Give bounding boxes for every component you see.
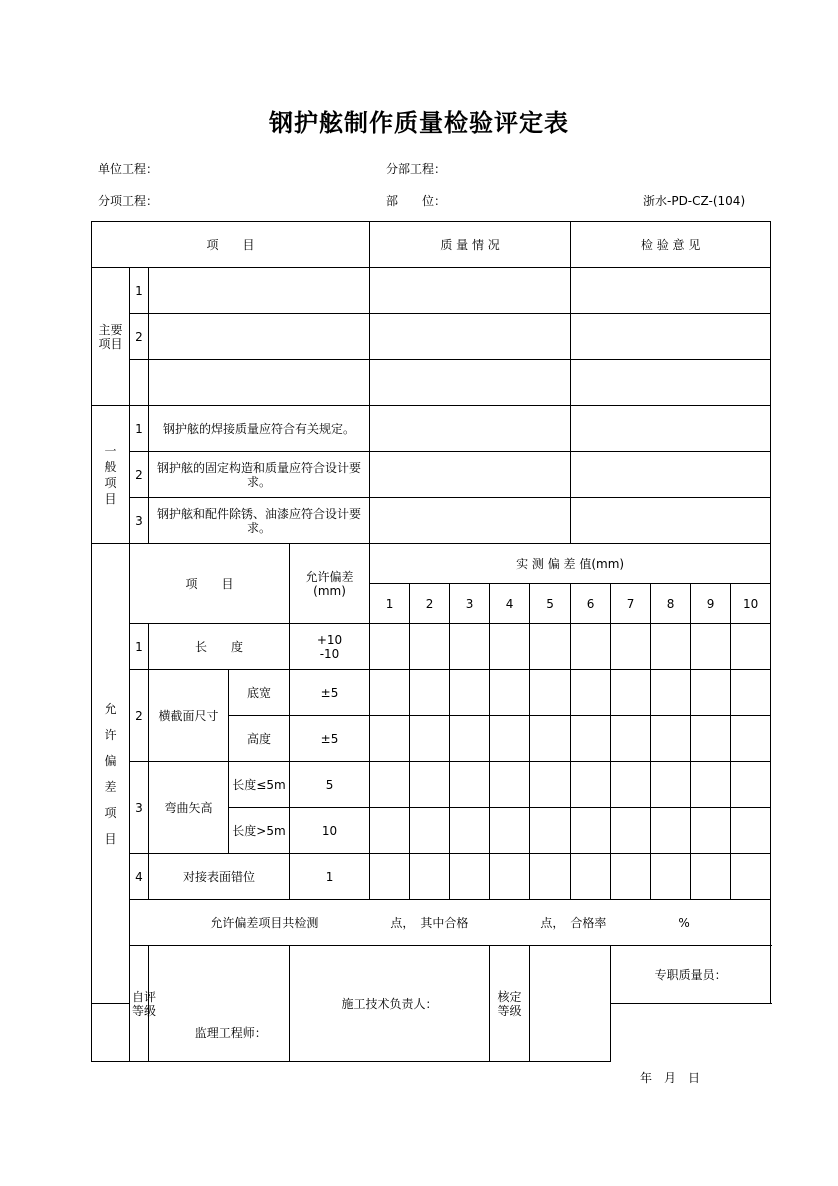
- measure-cell[interactable]: [691, 624, 731, 670]
- tol-row-3-name: 弯曲矢高: [149, 762, 229, 854]
- measure-cell[interactable]: [370, 808, 410, 854]
- measured-header: 实 测 偏 差 值(mm): [370, 544, 771, 584]
- tol-row-3-sub1: 长度≤5m: [229, 762, 290, 808]
- qc-person-signature[interactable]: 专职质量员：: [611, 946, 771, 1004]
- measure-cell[interactable]: [571, 624, 611, 670]
- main-row-2-quality[interactable]: [370, 314, 571, 360]
- measure-cell[interactable]: [731, 762, 771, 808]
- main-row-3-text[interactable]: [149, 360, 370, 406]
- measure-cell[interactable]: [731, 624, 771, 670]
- measure-cell[interactable]: [611, 762, 651, 808]
- measure-cell[interactable]: [691, 670, 731, 716]
- measure-cell[interactable]: [691, 716, 731, 762]
- measure-col-8: 8: [651, 584, 691, 624]
- general-row-1-opinion[interactable]: [571, 406, 771, 452]
- measure-cell[interactable]: [731, 670, 771, 716]
- measure-cell[interactable]: [651, 670, 691, 716]
- general-row-3-quality[interactable]: [370, 498, 571, 544]
- tol-row-3-sub2: 长度>5m: [229, 808, 290, 854]
- general-row-3-opinion[interactable]: [571, 498, 771, 544]
- measure-cell[interactable]: [530, 716, 571, 762]
- measure-cell[interactable]: [571, 670, 611, 716]
- tol-row-3-allow1: 5: [290, 762, 370, 808]
- location-label: 部 位：: [386, 194, 447, 208]
- main-items-group-label: 主要项目: [92, 268, 130, 406]
- main-row-3-opinion[interactable]: [571, 360, 771, 406]
- main-row-3-no: [130, 360, 149, 406]
- measure-cell[interactable]: [450, 854, 490, 900]
- measure-col-4: 4: [490, 584, 530, 624]
- tol-row-2-allow1: ±5: [290, 670, 370, 716]
- general-row-3-text: 钢护舷和配件除锈、油漆应符合设计要求。: [149, 498, 370, 544]
- measure-cell[interactable]: [450, 716, 490, 762]
- measure-cell[interactable]: [410, 716, 450, 762]
- tol-item-header: 项 目: [130, 544, 290, 624]
- measure-cell[interactable]: [571, 808, 611, 854]
- main-row-2-text[interactable]: [149, 314, 370, 360]
- general-row-3-no: 3: [130, 498, 149, 544]
- measure-cell[interactable]: [450, 624, 490, 670]
- measure-cell[interactable]: [450, 808, 490, 854]
- measure-cell[interactable]: [530, 670, 571, 716]
- measure-cell[interactable]: [731, 808, 771, 854]
- measure-cell[interactable]: [611, 670, 651, 716]
- measure-cell[interactable]: [450, 670, 490, 716]
- measure-cell[interactable]: [611, 624, 651, 670]
- general-row-1-no: 1: [130, 406, 149, 452]
- col-header-item: 项 目: [92, 222, 370, 268]
- measure-cell[interactable]: [410, 624, 450, 670]
- main-row-1-opinion[interactable]: [571, 268, 771, 314]
- measure-cell[interactable]: [691, 808, 731, 854]
- tol-row-4-allow: 1: [290, 854, 370, 900]
- tol-row-1-no: 1: [130, 624, 149, 670]
- measure-cell[interactable]: [410, 670, 450, 716]
- measure-col-3: 3: [450, 584, 490, 624]
- measure-cell[interactable]: [370, 854, 410, 900]
- measure-cell[interactable]: [691, 762, 731, 808]
- measure-cell[interactable]: [571, 716, 611, 762]
- unit-project-label: 单位工程：: [98, 162, 159, 176]
- measure-cell[interactable]: [691, 854, 731, 900]
- measure-cell[interactable]: [651, 808, 691, 854]
- measure-cell[interactable]: [410, 854, 450, 900]
- measure-cell[interactable]: [530, 808, 571, 854]
- supervisor-signature[interactable]: 监理工程师：: [92, 1004, 370, 1062]
- measure-cell[interactable]: [731, 716, 771, 762]
- tol-row-2-allow2: ±5: [290, 716, 370, 762]
- tol-row-4-name: 对接表面错位: [149, 854, 290, 900]
- measure-cell[interactable]: [611, 808, 651, 854]
- tol-row-1-allow: +10 -10: [290, 624, 370, 670]
- page-title: 钢护舷制作质量检验评定表: [269, 109, 569, 137]
- main-row-2-opinion[interactable]: [571, 314, 771, 360]
- measure-col-10: 10: [731, 584, 771, 624]
- measure-cell[interactable]: [370, 670, 410, 716]
- measure-cell[interactable]: [611, 716, 651, 762]
- measure-col-2: 2: [410, 584, 450, 624]
- tol-row-4-no: 4: [130, 854, 149, 900]
- measure-cell[interactable]: [651, 624, 691, 670]
- col-header-quality: 质 量 情 况: [370, 222, 571, 268]
- sub-item-project-label: 分项工程：: [98, 194, 159, 208]
- measure-cell[interactable]: [450, 762, 490, 808]
- general-items-group-label: 一般项目: [92, 406, 130, 544]
- measure-col-7: 7: [611, 584, 651, 624]
- measure-cell[interactable]: [370, 624, 410, 670]
- measure-cell[interactable]: [490, 716, 530, 762]
- main-row-3-quality[interactable]: [370, 360, 571, 406]
- general-row-2-text: 钢护舷的固定构造和质量应符合设计要求。: [149, 452, 370, 498]
- division-project-label: 分部工程：: [386, 162, 447, 176]
- tolerance-summary: 允许偏差项目共检测 点， 其中合格 点， 合格率 %: [130, 900, 771, 946]
- tech-lead-signature[interactable]: 施工技术负责人：: [290, 946, 490, 1062]
- verify-label: 核定等级: [490, 946, 530, 1062]
- general-row-1-text: 钢护舷的焊接质量应符合有关规定。: [149, 406, 370, 452]
- tol-row-2-no: 2: [130, 670, 149, 762]
- measure-cell[interactable]: [490, 808, 530, 854]
- measure-cell[interactable]: [651, 854, 691, 900]
- tol-row-1-name: 长 度: [149, 624, 290, 670]
- general-row-2-opinion[interactable]: [571, 452, 771, 498]
- measure-cell[interactable]: [651, 762, 691, 808]
- measure-cell[interactable]: [611, 854, 651, 900]
- inspection-form-table: [91, 221, 771, 1062]
- measure-col-9: 9: [691, 584, 731, 624]
- measure-cell[interactable]: [490, 670, 530, 716]
- measure-cell[interactable]: [651, 716, 691, 762]
- measure-cell[interactable]: [731, 854, 771, 900]
- tol-row-2-sub2: 高度: [229, 716, 290, 762]
- measure-cell[interactable]: [490, 762, 530, 808]
- measure-col-5: 5: [530, 584, 571, 624]
- tol-row-3-allow2: 10: [290, 808, 370, 854]
- verify-value[interactable]: [530, 946, 611, 1062]
- measure-col-1: 1: [370, 584, 410, 624]
- tolerance-items-group-label: 允许偏差项目: [92, 544, 130, 1004]
- measure-col-6: 6: [571, 584, 611, 624]
- measure-cell[interactable]: [490, 854, 530, 900]
- tol-row-2-sub1: 底宽: [229, 670, 290, 716]
- general-row-1-quality[interactable]: [370, 406, 571, 452]
- measure-cell[interactable]: [571, 854, 611, 900]
- tol-allow-header: 允许偏差(mm): [290, 544, 370, 624]
- measure-cell[interactable]: [370, 716, 410, 762]
- main-row-1-no: 1: [130, 268, 149, 314]
- measure-cell[interactable]: [571, 762, 611, 808]
- tol-row-2-name: 横截面尺寸: [149, 670, 229, 762]
- main-row-2-no: 2: [130, 314, 149, 360]
- measure-cell[interactable]: [370, 762, 410, 808]
- general-row-2-no: 2: [130, 452, 149, 498]
- col-header-opinion: 检 验 意 见: [571, 222, 771, 268]
- tol-row-3-no: 3: [130, 762, 149, 854]
- main-row-1-quality[interactable]: [370, 268, 571, 314]
- measure-cell[interactable]: [530, 762, 571, 808]
- date-line: 年 月 日: [640, 1071, 701, 1085]
- measure-cell[interactable]: [530, 854, 571, 900]
- self-eval-label: 自评等级: [130, 946, 149, 1062]
- measure-cell[interactable]: [410, 762, 450, 808]
- measure-cell[interactable]: [530, 624, 571, 670]
- form-code: 浙水-PD-CZ-(104): [643, 194, 746, 208]
- general-row-2-quality[interactable]: [370, 452, 571, 498]
- measure-cell[interactable]: [410, 808, 450, 854]
- measure-cell[interactable]: [490, 624, 530, 670]
- main-row-1-text[interactable]: [149, 268, 370, 314]
